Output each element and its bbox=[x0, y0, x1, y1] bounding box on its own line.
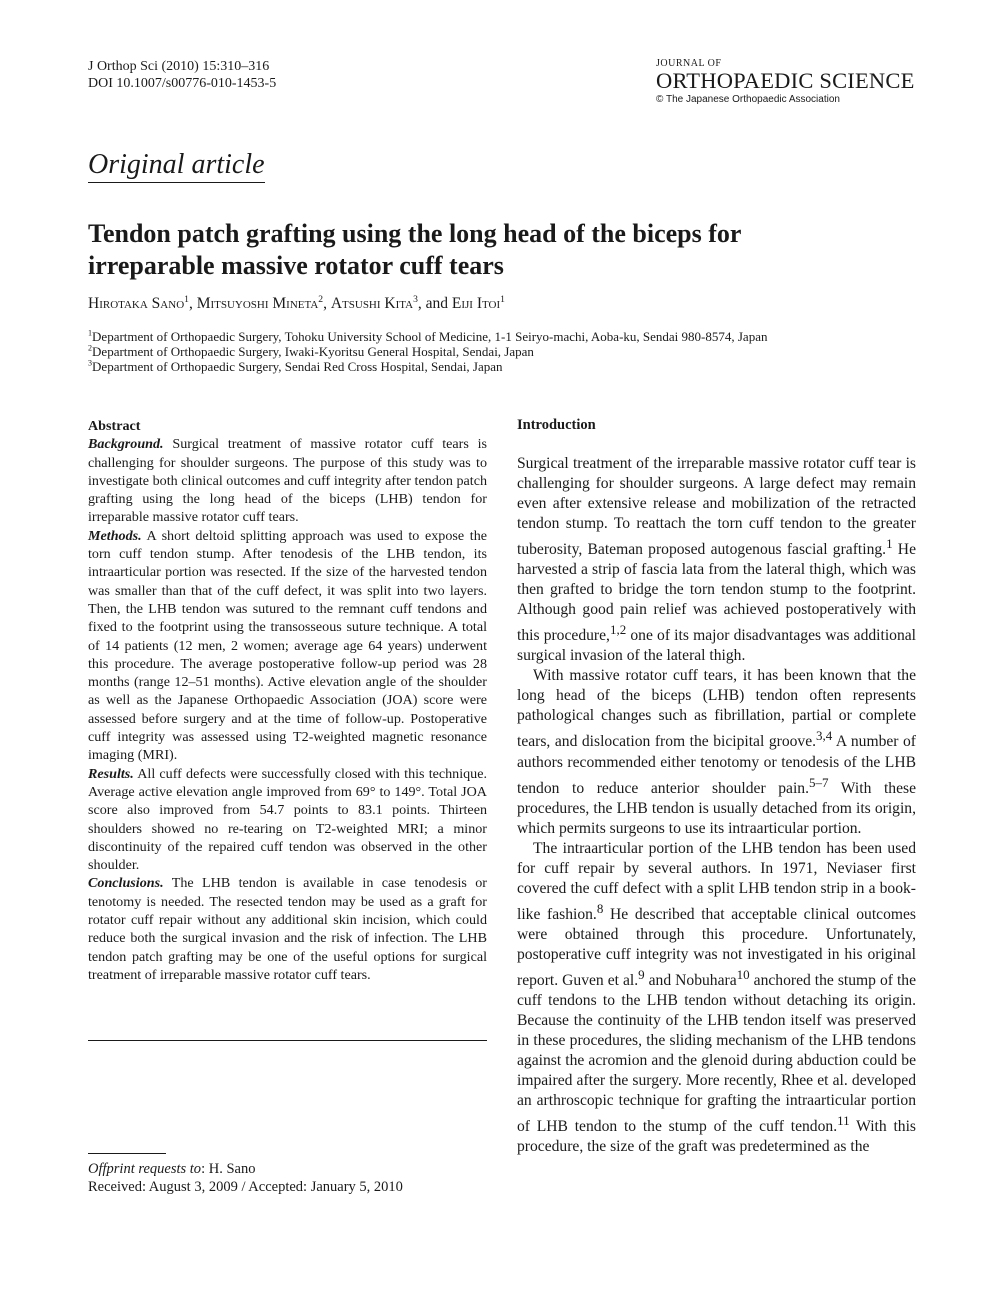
introduction-paragraph bbox=[517, 666, 916, 838]
article-type: Original article bbox=[88, 149, 265, 183]
author: Atsushi Kita$^3$ bbox=[330, 293, 418, 312]
introduction-heading: Introduction bbox=[517, 417, 596, 433]
citation-ref: 1,2 bbox=[609, 622, 627, 638]
affiliation: $^1$Department of Orthopaedic Surgery, Tohoku University School of Medicine, 1-1 Seiryo-machi, Aoba-ku, Sendai 980-8574, Japan bbox=[88, 328, 768, 344]
paragraph-text: anchored the stump of the cuff tendons to the LHB tendon without detaching its origin. Because the continuity of the LHB tendon itself was preserved in these procedures, the sliding mechanism of the LHB tendons against the acromion and the glenoid during abduction could be impaired after the surgery. More recently, Rhee et al. developed an arthroscopic technique for grafting the intraarticular portion of LHB tendon to the stump of the cuff tendon. bbox=[517, 972, 917, 1136]
citation-ref: 3,4 bbox=[816, 728, 833, 744]
affiliation: $^3$Department of Orthopaedic Surgery, Sendai Red Cross Hospital, Sendai, Japan bbox=[88, 358, 503, 374]
author-list: Hirotaka Sano$^1$, Mitsuyoshi Mineta$^2$, Atsushi Kita$^3$, and Eiji Itoi$^1$ bbox=[88, 293, 505, 312]
article-title: Tendon patch grafting using the long head of the biceps for irreparable massive rotator cuff tears bbox=[88, 219, 741, 280]
abstract-results: Results. All cuff defects were successfully closed with this technique. Average active elevation angle improved from 69° to 149°. Total JOA score also improved from 54.7 points to 83.1 points. Thirteen shoulders showed no re-tearing on T2-weighted MRI; a minor discontinuity of the repaired cuff tendon was observed in the other shoulder. bbox=[88, 765, 487, 874]
paragraph-text: With this procedure, the size of the graft was predetermined as the bbox=[517, 1118, 916, 1156]
journal-logo-small: JOURNAL OF bbox=[656, 58, 722, 69]
abstract bbox=[88, 417, 487, 984]
author: Mitsuyoshi Mineta$^2$ bbox=[196, 293, 324, 312]
citation-ref: 5–7 bbox=[809, 774, 829, 790]
paragraph-text: A number of authors recommended either tenotomy or tenodesis of the LHB tendon to reduce anterior shoulder pain. bbox=[517, 733, 916, 797]
paragraph-text: Surgical treatment of the irreparable massive rotator cuff tear is challenging for shoulder surgeons. A large defect may remain even after extensive release and mobilization of the retracted tendon stump. To reattach the torn cuff tendon to the greater tuberosity, Bateman proposed autogenous fascial grafting. bbox=[517, 455, 916, 559]
affiliation: $^2$Department of Orthopaedic Surgery, Iwaki-Kyoritsu General Hospital, Sendai, Japan bbox=[88, 343, 534, 359]
paragraph-text: With massive rotator cuff tears, it has been known that the long head of the biceps (LHB) tendon often represents pathological changes such as fibrillation, partial or complete tears, and dislocation from the bicipital groove. bbox=[517, 667, 916, 751]
citation-line: J Orthop Sci (2010) 15:310–316 bbox=[88, 59, 270, 74]
paragraph-text: The intraarticular portion of the LHB tendon has been used for cuff repair by several authors. In 1971, Neviaser first covered the cuff defect with a split LHB tendon strip in a book-like fashion. bbox=[517, 839, 916, 923]
offprint-line: Offprint requests to: H. Sano bbox=[88, 1161, 256, 1177]
journal-logo bbox=[656, 58, 918, 106]
paragraph-text: He harvested a strip of fascia lata from the lateral thigh, which was then grafted to bridge the torn tendon stump to the footprint. Although good pain relief was achieved postoperatively with this procedure, bbox=[517, 541, 916, 645]
introduction-paragraph bbox=[517, 454, 916, 666]
paragraph-text: With these procedures, the LHB tendon is usually detached from its origin, which permits surgeons to use its intraarticular portion. bbox=[517, 779, 916, 837]
citation-ref: 9 bbox=[638, 966, 645, 982]
citation-block bbox=[88, 58, 276, 92]
author: Eiji Itoi$^1$ bbox=[451, 293, 505, 312]
introduction bbox=[517, 417, 916, 1157]
paragraph-text: one of its major disadvantages was additional surgical invasion of the lateral thigh. bbox=[517, 627, 917, 665]
received-line: Received: August 3, 2009 / Accepted: January 5, 2010 bbox=[88, 1179, 403, 1195]
author: Hirotaka Sano$^1$ bbox=[88, 293, 189, 312]
abstract-divider bbox=[88, 1040, 487, 1041]
introduction-paragraph bbox=[517, 839, 916, 1158]
doi-line: DOI 10.1007/s00776-010-1453-5 bbox=[88, 76, 277, 91]
abstract-background: Background. Surgical treatment of massive rotator cuff tears is challenging for shoulder surgeons. The purpose of this study was to investigate both clinical outcomes and cuff integrity after tendon patch grafting using the long head of the biceps (LHB) tendon for irreparable massive rotator cuff tears. bbox=[88, 436, 487, 526]
citation-ref: 11 bbox=[837, 1113, 850, 1129]
journal-logo-name: ORTHOPAEDIC SCIENCE bbox=[656, 68, 915, 93]
affiliation-list bbox=[88, 329, 767, 374]
citation-ref: 8 bbox=[596, 900, 604, 916]
citation-ref: 10 bbox=[736, 966, 750, 982]
citation-ref: 1 bbox=[886, 536, 893, 551]
abstract-conclusions: Conclusions. The LHB tendon is available in case tenodesis or tenotomy is needed. The resected tendon may be used as a graft for rotator cuff repair without any additional skin incision, which could reduce both the surgical invasion and the risk of infection. The LHB tendon patch grafting may be one of the useful options for surgical treatment of irreparable massive rotator cuff tears. bbox=[88, 875, 487, 983]
journal-copyright: © The Japanese Orthopaedic Association bbox=[656, 94, 840, 105]
paragraph-text: and Nobuhara bbox=[644, 972, 737, 990]
footnote bbox=[88, 1160, 403, 1196]
abstract-methods: Methods. A short deltoid splitting approach was used to expose the torn cuff tendon stump. After tenodesis of the LHB tendon, its intraarticular portion was resected. If the size of the harvested tendon was smaller than that of the cuff defect, it was split into two layers. Then, the LHB tendon was sutured to the remnant cuff tendons and fixed to the footprint using the transosseous suture technique. A total of 14 patients (12 men, 2 women; average age 64 years) underwent this procedure. The average postoperative follow-up period was 28 months (range 12–51 months). Active elevation angle of the shoulder as well as the Japanese Orthopaedic Association (JOA) score were assessed before surgery and at the time of follow-up. Postoperative cuff integrity was assessed using T2-weighted magnetic resonance imaging (MRI). bbox=[88, 527, 487, 764]
footnote-divider bbox=[88, 1153, 166, 1154]
paragraph-text: He described that acceptable clinical outcomes were obtained through this procedure. Unfortunately, postoperative cuff integrity was not investigated in his original report. Guven et al. bbox=[517, 905, 916, 990]
abstract-heading: Abstract bbox=[88, 418, 141, 434]
